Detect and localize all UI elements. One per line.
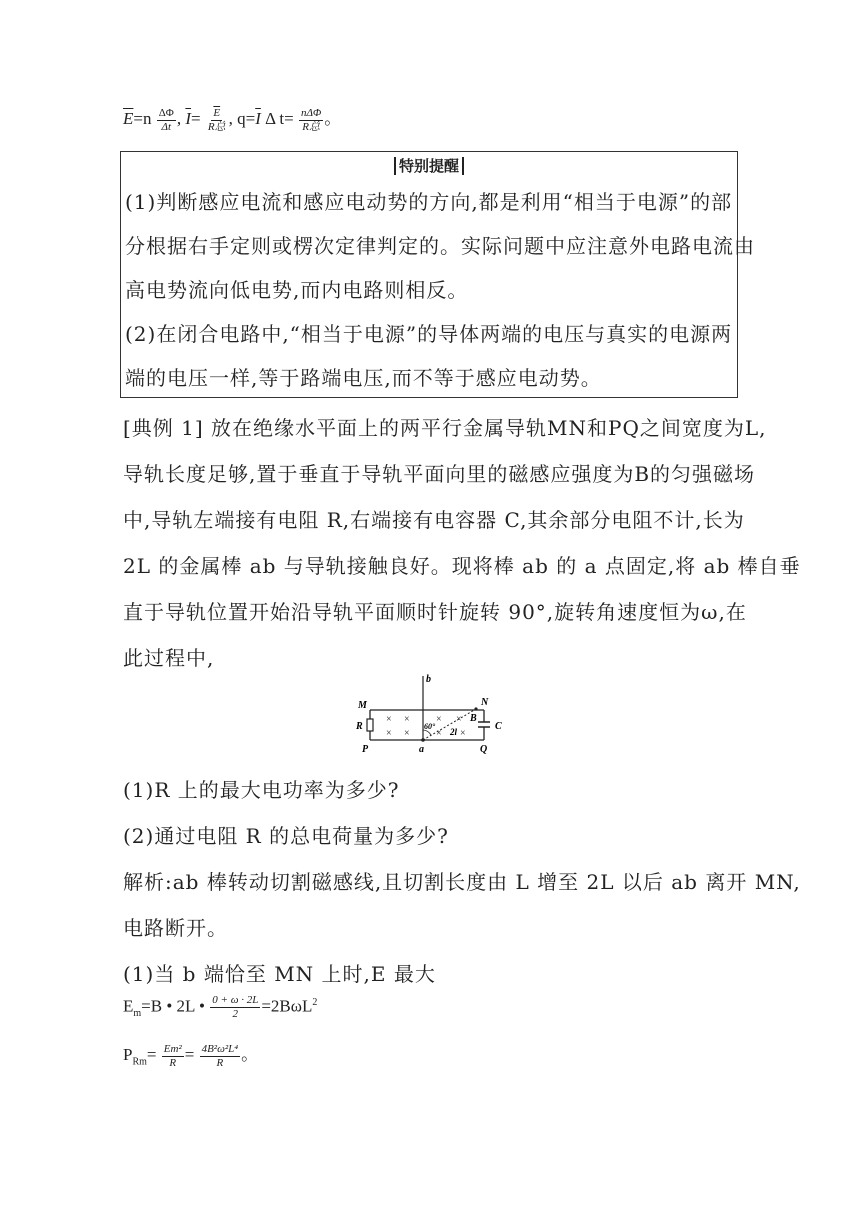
rail-circuit-figure: [340, 672, 530, 760]
emf-fraction: $\frac{\Delta\Phi}{\Delta t}$: [158, 106, 174, 133]
reminder-line: (2)在闭合电路中,“相当于电源”的导体两端的电压与真实的电源两: [125, 322, 733, 346]
example-line: 中,导轨左端接有电阻 R,右端接有电容器 C,其余部分电阻不计,长为: [123, 508, 745, 532]
reminder-line: (1)判断感应电流和感应电动势的方向,都是利用“相当于电源”的部: [125, 190, 733, 214]
example-line: [典例 1] 放在绝缘水平面上的两平行金属导轨MN和PQ之间宽度为L,: [123, 416, 767, 440]
example-line: 直于导轨位置开始沿导轨平面顺时针旋转 90°,旋转角速度恒为ω,在: [123, 600, 747, 624]
label-c: C: [495, 721, 502, 732]
current-fraction: $\frac{\overline{E}}{\text{R总}}$: [207, 106, 226, 133]
label-n: N: [481, 697, 489, 708]
question-1: (1)R 上的最大电功率为多少?: [123, 778, 400, 802]
reminder-line: 端的电压一样,等于路端电压,而不等于感应电动势。: [125, 366, 602, 390]
field-cross: ×: [436, 714, 442, 725]
example-line: 此过程中,: [123, 646, 215, 670]
average-formulas: $\overline{E}=n$ $\frac{\Delta\Phi}{\Delta t}$ , $\overline{I}=$ $\frac{\overline{E}}{\text{R总}}$ , $q=\overline{I}$ Δ t= $\frac{\text{nΔΦ}}{\text{R总}}$ 。: [123, 106, 342, 133]
question-2: (2)通过电阻 R 的总电荷量为多少?: [123, 824, 449, 848]
label-b: b: [426, 674, 431, 685]
power-fraction-2: $\frac{\text{4B²ω²L⁴}}{R}$: [201, 1042, 239, 1069]
field-cross: ×: [386, 728, 392, 739]
emf-max-fraction: $\frac{0 + \omega \cdot 2L}{2}$: [212, 994, 259, 1020]
solution-line: (1)当 b 端恰至 MN 上时,E 最大: [123, 962, 436, 986]
field-cross: ×: [456, 714, 462, 725]
label-m: M: [358, 700, 367, 711]
label-r: R: [356, 721, 363, 732]
field-cross: ×: [386, 714, 392, 725]
special-reminder-box: [120, 151, 755, 398]
power-fraction-1: $\frac{\text{Em²}}{R}$: [163, 1042, 182, 1069]
emf-max-formula: $E_m=B$ • 2L • $\frac{0 + \omega \cdot 2L}{2}$ =2BωL$^2$: [123, 994, 318, 1020]
label-p: P: [362, 744, 369, 755]
resistor-symbol: [367, 719, 373, 731]
example-line: 导轨长度足够,置于垂直于导轨平面向里的磁感应强度为B的匀强磁场: [123, 462, 756, 486]
avg-emf-symbol: $\overline{E}$: [123, 109, 134, 128]
label-angle: 60°: [424, 722, 436, 731]
label-length: 2l: [450, 727, 458, 737]
reminder-title: 特别提醒: [121, 155, 737, 176]
label-a: a: [419, 744, 424, 755]
label-field-b: B: [470, 713, 477, 724]
field-cross: ×: [404, 728, 410, 739]
reminder-line: 高电势流向低电势,而内电路则相反。: [125, 278, 469, 302]
example-line: 2L 的金属棒 ab 与导轨接触良好。现将棒 ab 的 a 点固定,将 ab 棒自垂: [123, 554, 801, 578]
label-q: Q: [480, 744, 488, 755]
field-cross: ×: [460, 728, 466, 739]
reminder-line: 分根据右手定则或楞次定律判定的。实际问题中应注意外电路电流由: [125, 234, 755, 258]
solution-line: 电路断开。: [123, 916, 228, 940]
solution-line: 解析:ab 棒转动切割磁感线,且切割长度由 L 增至 2L 以后 ab 离开 MN,: [123, 870, 801, 894]
avg-current-symbol: $\overline{I}$: [185, 109, 192, 128]
field-cross: ×: [404, 714, 410, 725]
field-cross: ×: [436, 728, 442, 739]
charge-fraction: $\frac{\text{nΔΦ}}{\text{R总}}$: [300, 106, 322, 133]
power-max-formula: $P_{Rm}=$ $\frac{\text{Em²}}{R}$ = $\frac{\text{4B²ω²L⁴}}{R}$ 。: [123, 1042, 259, 1069]
